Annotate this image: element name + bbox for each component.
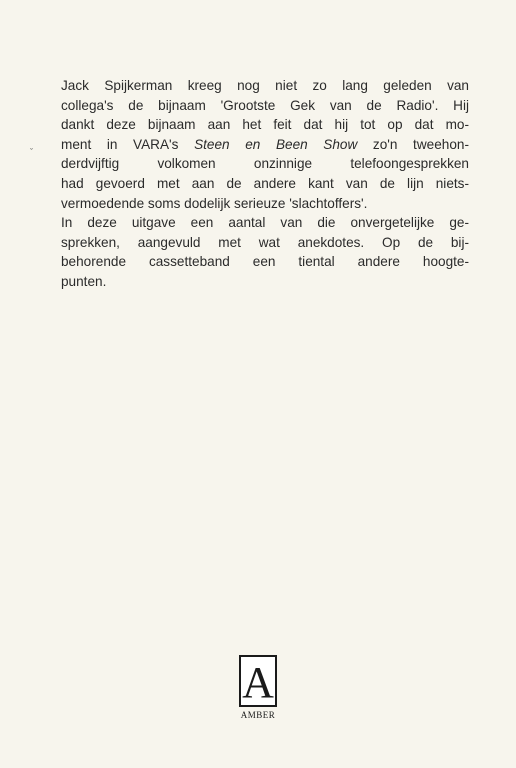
blurb-line: In deze uitgave een aantal van die onvergetelijke ge- [61,215,469,231]
blurb-line: dankt deze bijnaam aan het feit dat hij tot op dat mo- [61,117,469,133]
logo-letter: A [242,658,274,707]
back-cover-blurb [61,76,469,292]
blurb-line: collega's de bijnaam 'Grootste Gek van de Radio'. Hij [61,97,469,113]
blurb-line-with-title [61,135,469,155]
blurb-text: ment in VARA's [61,136,195,152]
publisher-logo [230,655,286,720]
blurb-line: had gevoerd met aan de andere kant van de lijn niets- [61,175,469,191]
show-title: Steen en Been Show [194,136,358,152]
blurb-line: sprekken, aangevuld met wat anekdotes. Op de bij- [61,234,469,250]
publisher-name: AMBER [240,710,276,720]
blurb-line: vermoedende soms dodelijk serieuze 'slachtoffers'. [61,195,368,211]
logo-frame [239,655,277,707]
blurb-text: zo'n tweehon- [357,136,469,152]
blurb-line: behorende cassetteband een tiental andere hoogte- [61,254,469,270]
blurb-line: derdvijftig volkomen onzinnige telefoongesprekken [61,156,469,172]
blurb-line: Jack Spijkerman kreeg nog niet zo lang geleden van [61,78,469,93]
print-speck: ˇ [30,147,33,157]
blurb-line: punten. [61,273,107,289]
